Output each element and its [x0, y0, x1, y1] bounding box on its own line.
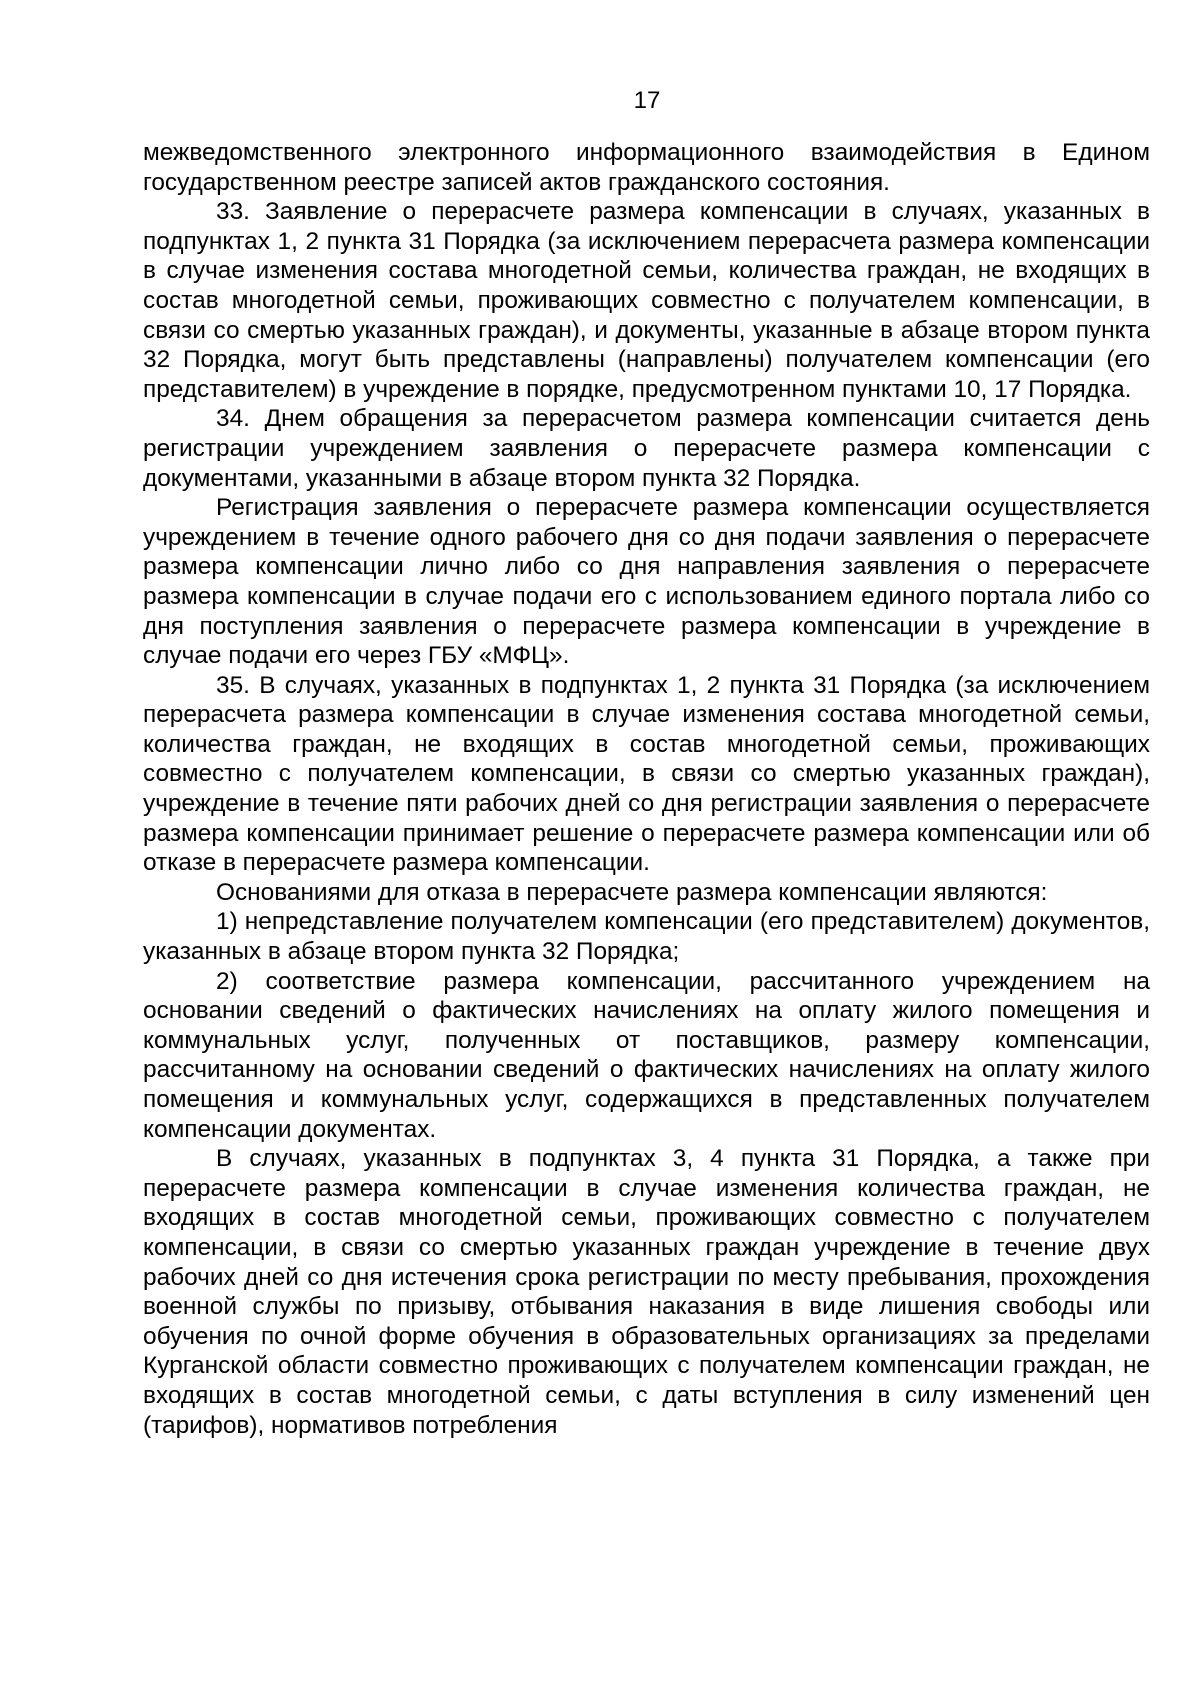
- paragraph-item-34: 34. Днем обращения за перерасчетом размера компенсации считается день регистрации учреждением заявления о перерасчете размера компенсации с документами, указанными в абзаце втором пункта 32 Порядка.: [143, 405, 1150, 492]
- page-number: 17: [633, 87, 661, 114]
- paragraph-cases-3-4: В случаях, указанных в подпунктах 3, 4 пункта 31 Порядка, а также при перерасчете размера компенсации в случае изменения количества граждан, не входящих в состав многодетной семьи, проживающих совместно с получателем компенсации, в связи со смертью указанных граждан учреждение в течение двух рабочих дней со дня истечения срока регистрации по месту пребывания, прохождения военной службы по призыву, отбывания наказания в виде лишения свободы или обучения по очной форме обучения в образовательных организациях за пределами Курганской области совместно проживающих с получателем компенсации граждан, не входящих в состав многодетной семьи, с даты вступления в силу изменений цен (тарифов), нормативов потребления: [143, 1145, 1150, 1439]
- paragraph-item-33: 33. Заявление о перерасчете размера компенсации в случаях, указанных в подпунктах 1, 2 пункта 31 Порядка (за исключением перерасчета размера компенсации в случае изменения состава многодетной семьи, количества граждан, не входящих в состав многодетной семьи, проживающих совместно с получателем компенсации, в связи со смертью указанных граждан), и документы, указанные в абзаце втором пункта 32 Порядка, могут быть представлены (направлены) получателем компенсации (его представителем) в учреждение в порядке, предусмотренном пунктами 10, 17 Порядка.: [143, 198, 1150, 403]
- paragraph-subitem-1: 1) непредставление получателем компенсации (его представителем) документов, указанных в абзаце втором пункта 32 Порядка;: [143, 908, 1150, 966]
- paragraph-item-35: 35. В случаях, указанных в подпунктах 1, 2 пункта 31 Порядка (за исключением перерасчета размера компенсации в случае изменения состава многодетной семьи, количества граждан, не входящих в состав многодетной семьи, проживающих совместно с получателем компенсации, в связи со смертью указанных граждан), учреждение в течение пяти рабочих дней со дня регистрации заявления о перерасчете размера компенсации принимает решение о перерасчете размера компенсации или об отказе в перерасчете размера компенсации.: [143, 671, 1150, 877]
- paragraph-registration: Регистрация заявления о перерасчете размера компенсации осуществляется учреждением в течение одного рабочего дня со дня подачи заявления о перерасчете размера компенсации лично либо со дня направления заявления о перерасчете размера компенсации в случае подачи его с использованием единого портала либо со дня поступления заявления о перерасчете размера компенсации в учреждение в случае подачи его через ГБУ «МФЦ».: [143, 494, 1150, 670]
- paragraph-subitem-2: 2) соответствие размера компенсации, рассчитанного учреждением на основании сведений о фактических начислениях на оплату жилого помещения и коммунальных услуг, полученных от поставщиков, размеру компенсации, рассчитанному на основании сведений о фактических начислениях на оплату жилого помещения и коммунальных услуг, содержащихся в представленных получателем компенсации документах.: [143, 967, 1150, 1143]
- paragraph-refusal-grounds: Основаниями для отказа в перерасчете размера компенсации являются:: [216, 878, 1048, 906]
- document-body: [143, 138, 1150, 1440]
- paragraph-continuation: межведомственного электронного информационного взаимодействия в Едином государственном реестре записей актов гражданского состояния.: [143, 139, 1150, 196]
